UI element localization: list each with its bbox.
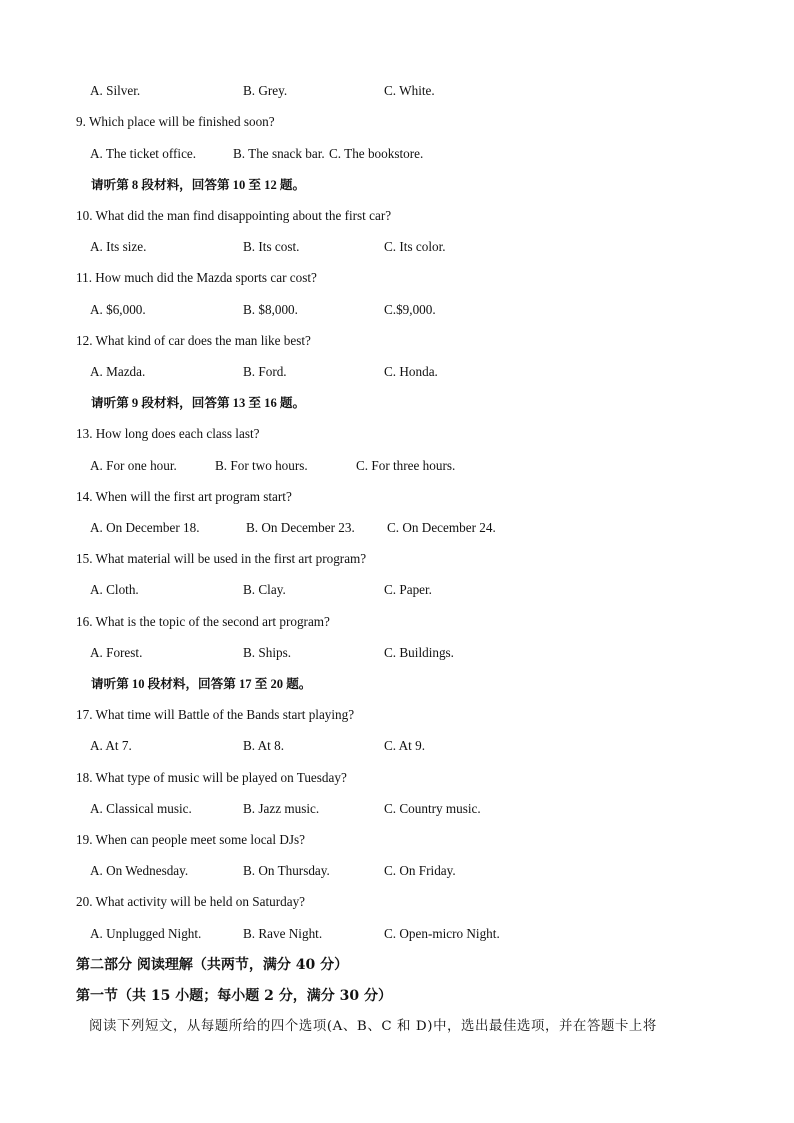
question-text: 15. What material will be used in the first art program? — [76, 551, 367, 566]
option-b: B. Ford. — [243, 364, 287, 379]
question-text: 10. What did the man find disappointing about the first car? — [76, 208, 392, 223]
option-a: A. For one hour. — [90, 458, 177, 473]
question-15 — [0, 550, 794, 568]
q12-options-row — [0, 363, 794, 381]
option-c: C.$9,000. — [384, 302, 436, 317]
option-b: B. Ships. — [243, 645, 292, 660]
option-c: C. Buildings. — [384, 645, 454, 660]
question-text: 12. What kind of car does the man like best? — [76, 333, 311, 348]
option-a: A. The ticket office. — [90, 146, 197, 161]
question-16 — [0, 613, 794, 631]
question-text: 20. What activity will be held on Saturday? — [76, 894, 306, 909]
option-b: B. Grey. — [243, 83, 288, 98]
instruction-passage-9 — [0, 394, 794, 412]
section-title: 第一节（共 15 小题；每小题 2 分，满分 30 分） — [76, 988, 392, 1004]
option-c: C. On Friday. — [384, 863, 456, 878]
q16-options-row — [0, 644, 794, 662]
part-2-heading — [0, 956, 794, 974]
option-a: A. On Wednesday. — [90, 863, 189, 878]
question-text: 13. How long does each class last? — [76, 426, 260, 441]
q11-options-row — [0, 301, 794, 319]
question-text: 9. Which place will be finished soon? — [76, 114, 275, 129]
question-text: 14. When will the first art program start? — [76, 489, 292, 504]
question-9 — [0, 113, 794, 131]
instruction-text: 请听第 10 段材料，回答第 17 至 20 题。 — [91, 677, 312, 691]
question-text: 18. What type of music will be played on Tuesday? — [76, 770, 347, 785]
option-c: C. At 9. — [384, 738, 426, 753]
option-a: A. Forest. — [90, 645, 143, 660]
option-c: C. The bookstore. — [329, 146, 424, 161]
q8-options-row — [0, 82, 794, 100]
q13-options-row — [0, 457, 794, 475]
q20-options-row — [0, 925, 794, 943]
q17-options-row — [0, 737, 794, 755]
option-a: A. Mazda. — [90, 364, 146, 379]
option-c: C. Honda. — [384, 364, 438, 379]
question-text: 19. When can people meet some local DJs? — [76, 832, 305, 847]
option-c: C. On December 24. — [387, 520, 496, 535]
question-19 — [0, 831, 794, 849]
question-13 — [0, 425, 794, 443]
option-a: A. Cloth. — [90, 582, 139, 597]
question-11 — [0, 269, 794, 287]
instruction-passage-8 — [0, 176, 794, 194]
option-b: B. On December 23. — [246, 520, 355, 535]
option-a: A. Unplugged Night. — [90, 926, 202, 941]
q19-options-row — [0, 862, 794, 880]
option-b: B. For two hours. — [215, 458, 308, 473]
option-c: C. Paper. — [384, 582, 432, 597]
q14-options-row — [0, 519, 794, 537]
section-title: 第二部分 阅读理解（共两节，满分 40 分） — [76, 957, 349, 973]
section-1-instruction — [0, 1018, 794, 1036]
option-c: C. Its color. — [384, 239, 446, 254]
question-10 — [0, 207, 794, 225]
option-b: B. Clay. — [243, 582, 286, 597]
q18-options-row — [0, 800, 794, 818]
option-c: C. For three hours. — [356, 458, 456, 473]
instruction-text: 请听第 8 段材料，回答第 10 至 12 题。 — [91, 178, 306, 192]
q10-options-row — [0, 238, 794, 256]
question-20 — [0, 893, 794, 911]
option-a: A. On December 18. — [90, 520, 200, 535]
option-b: B. The snack bar. — [233, 146, 325, 161]
option-a: A. Its size. — [90, 239, 147, 254]
instruction-passage-10 — [0, 675, 794, 693]
instruction-paragraph: 阅读下列短文，从每题所给的四个选项(A、B、C 和 D)中，选出最佳选项，并在答题卡上将 — [89, 1019, 657, 1034]
option-a: A. Classical music. — [90, 801, 192, 816]
option-b: B. Its cost. — [243, 239, 300, 254]
question-18 — [0, 769, 794, 787]
question-text: 17. What time will Battle of the Bands start playing? — [76, 707, 355, 722]
option-a: A. $6,000. — [90, 302, 146, 317]
instruction-text: 请听第 9 段材料，回答第 13 至 16 题。 — [91, 396, 306, 410]
option-b: B. Jazz music. — [243, 801, 320, 816]
option-b: B. Rave Night. — [243, 926, 323, 941]
option-b: B. At 8. — [243, 738, 285, 753]
option-c: C. White. — [384, 83, 435, 98]
question-14 — [0, 488, 794, 506]
option-c: C. Country music. — [384, 801, 481, 816]
question-text: 16. What is the topic of the second art program? — [76, 614, 330, 629]
option-b: B. $8,000. — [243, 302, 298, 317]
question-12 — [0, 332, 794, 350]
option-a: A. At 7. — [90, 738, 132, 753]
section-1-heading — [0, 987, 794, 1005]
option-c: C. Open-micro Night. — [384, 926, 500, 941]
q9-options-row — [0, 145, 794, 163]
option-a: A. Silver. — [90, 83, 141, 98]
option-b: B. On Thursday. — [243, 863, 330, 878]
q15-options-row — [0, 581, 794, 599]
question-text: 11. How much did the Mazda sports car cost? — [76, 270, 317, 285]
question-17 — [0, 706, 794, 724]
